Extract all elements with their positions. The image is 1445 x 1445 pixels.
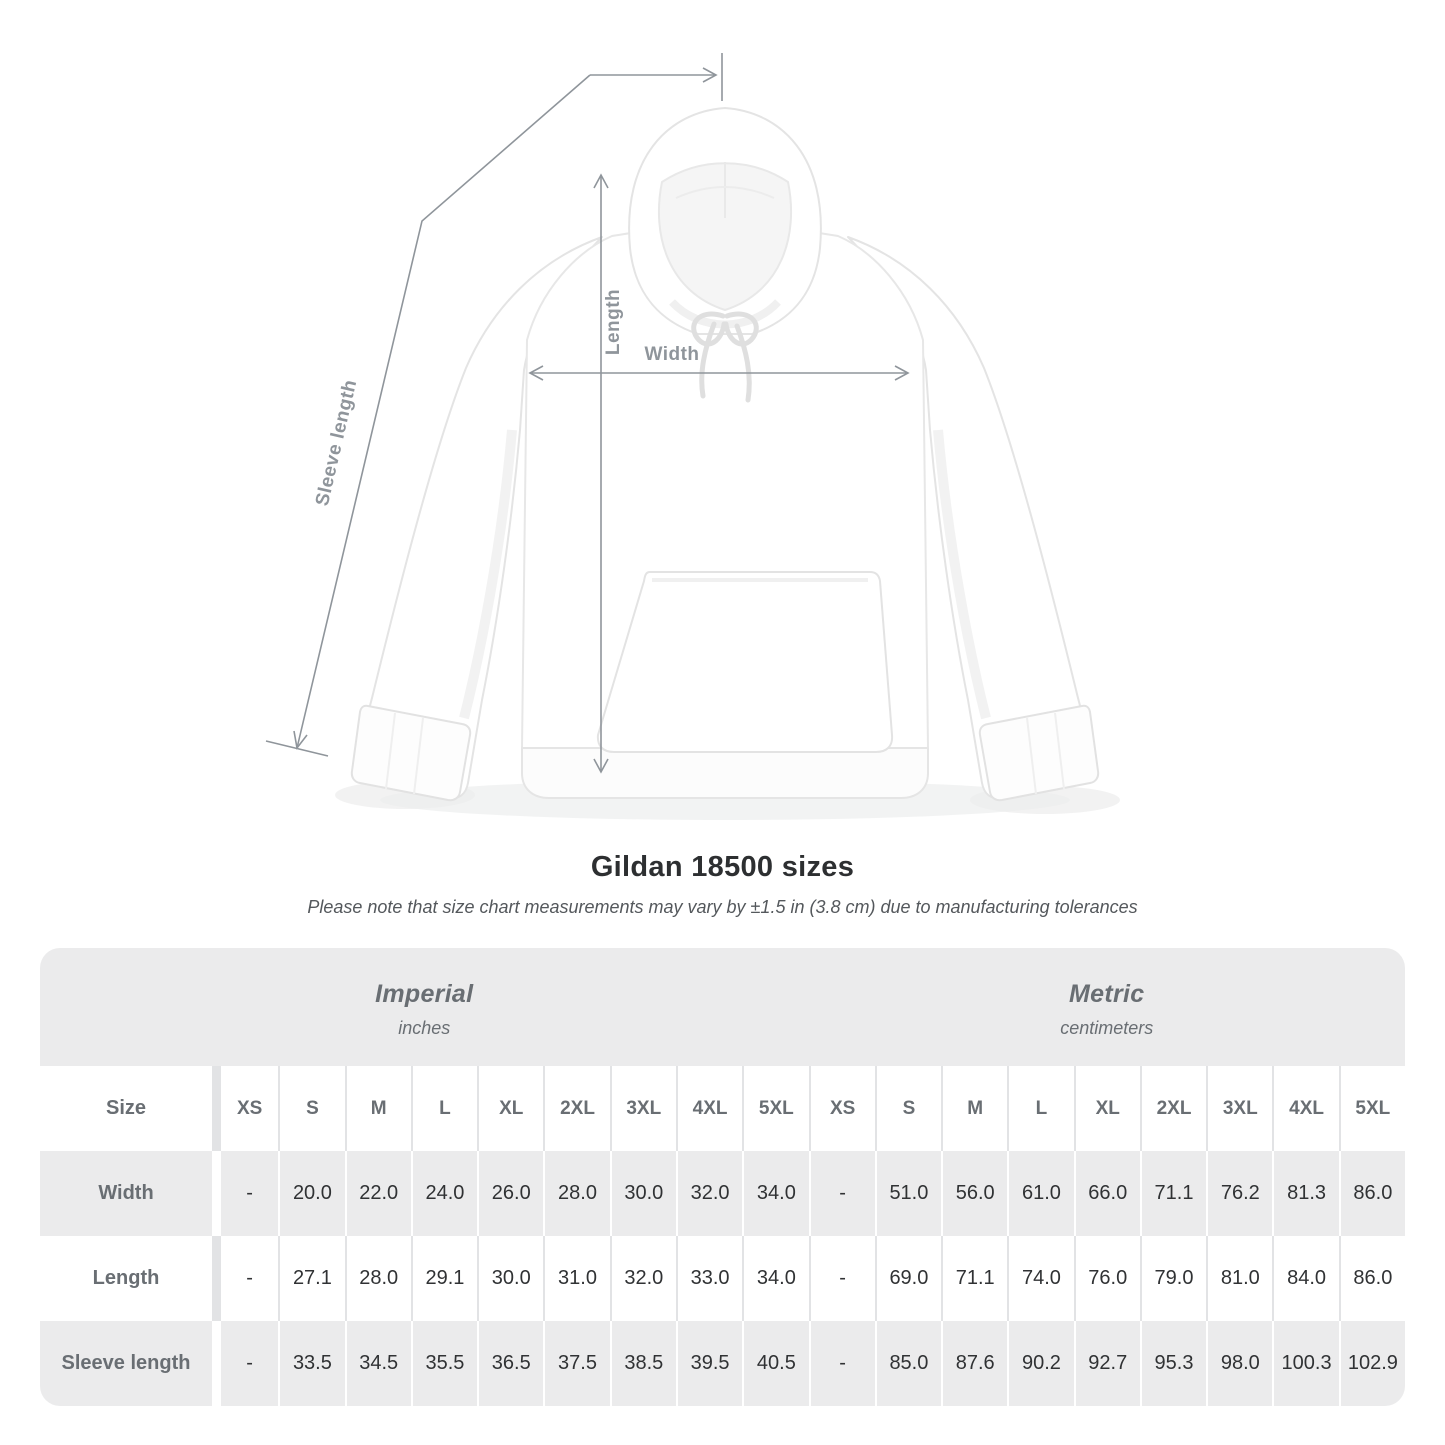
length-label: Length bbox=[603, 288, 624, 356]
size-col: M bbox=[345, 1066, 411, 1151]
value-cell: - bbox=[212, 1321, 278, 1406]
value-cell: 22.0 bbox=[345, 1151, 411, 1236]
value-cell: 84.0 bbox=[1272, 1236, 1338, 1321]
value-cell: 87.6 bbox=[941, 1321, 1007, 1406]
size-col: 5XL bbox=[742, 1066, 808, 1151]
value-cell: 40.5 bbox=[742, 1321, 808, 1406]
row-label: Width bbox=[98, 1182, 154, 1204]
row-label: Length bbox=[92, 1267, 160, 1289]
size-col: 3XL bbox=[610, 1066, 676, 1151]
value-cell: 74.0 bbox=[1007, 1236, 1073, 1321]
value-cell: 26.0 bbox=[477, 1151, 543, 1236]
unit-header-band bbox=[40, 948, 1405, 1066]
value-cell: 34.0 bbox=[742, 1236, 808, 1321]
value-cell: 36.5 bbox=[477, 1321, 543, 1406]
size-col: S bbox=[875, 1066, 941, 1151]
value-cell: 32.0 bbox=[610, 1236, 676, 1321]
value-cell: 30.0 bbox=[477, 1236, 543, 1321]
size-col: M bbox=[941, 1066, 1007, 1151]
value-cell: 81.0 bbox=[1206, 1236, 1272, 1321]
value-cell: 37.5 bbox=[543, 1321, 609, 1406]
value-cell: 38.5 bbox=[610, 1321, 676, 1406]
value-cell: 20.0 bbox=[278, 1151, 344, 1236]
metric-title: Metric bbox=[1069, 979, 1145, 1008]
sleeve-length-label: Sleeve length bbox=[311, 377, 362, 508]
value-cell: 95.3 bbox=[1140, 1321, 1206, 1406]
size-col: 2XL bbox=[543, 1066, 609, 1151]
value-cell: 100.3 bbox=[1272, 1321, 1338, 1406]
value-cell: 39.5 bbox=[676, 1321, 742, 1406]
size-col: XS bbox=[212, 1066, 278, 1151]
value-cell: 32.0 bbox=[676, 1151, 742, 1236]
value-cell: - bbox=[809, 1321, 875, 1406]
size-col: XL bbox=[477, 1066, 543, 1151]
metric-unit: centimeters bbox=[1060, 1017, 1154, 1038]
value-cell: 79.0 bbox=[1140, 1236, 1206, 1321]
value-cell: 71.1 bbox=[1140, 1151, 1206, 1236]
size-col: 3XL bbox=[1206, 1066, 1272, 1151]
width-row bbox=[40, 1151, 1405, 1236]
value-cell: 90.2 bbox=[1007, 1321, 1073, 1406]
size-col: 4XL bbox=[676, 1066, 742, 1151]
value-cell: 34.0 bbox=[742, 1151, 808, 1236]
size-col: 2XL bbox=[1140, 1066, 1206, 1151]
value-cell: 31.0 bbox=[543, 1236, 609, 1321]
value-cell: 71.1 bbox=[941, 1236, 1007, 1321]
value-cell: 24.0 bbox=[411, 1151, 477, 1236]
value-cell: - bbox=[809, 1236, 875, 1321]
size-table bbox=[40, 948, 1405, 1406]
value-cell: 85.0 bbox=[875, 1321, 941, 1406]
value-cell: 28.0 bbox=[543, 1151, 609, 1236]
tolerance-note: Please note that size chart measurements may vary by ±1.5 in (3.8 cm) due to manufacturing tolerances bbox=[307, 897, 1138, 917]
imperial-title: Imperial bbox=[375, 979, 474, 1008]
value-cell: 30.0 bbox=[610, 1151, 676, 1236]
size-col: L bbox=[1007, 1066, 1073, 1151]
sleeve-length-row bbox=[40, 1321, 1405, 1406]
value-cell: 33.5 bbox=[278, 1321, 344, 1406]
length-row bbox=[40, 1236, 1405, 1321]
size-col: XL bbox=[1074, 1066, 1140, 1151]
value-cell: 34.5 bbox=[345, 1321, 411, 1406]
value-cell: 76.0 bbox=[1074, 1236, 1140, 1321]
value-cell: 81.3 bbox=[1272, 1151, 1338, 1236]
page-title: Gildan 18500 sizes bbox=[590, 851, 855, 883]
value-cell: 86.0 bbox=[1339, 1151, 1405, 1236]
value-cell: 102.9 bbox=[1339, 1321, 1405, 1406]
value-cell: 33.0 bbox=[676, 1236, 742, 1321]
value-cell: 66.0 bbox=[1074, 1151, 1140, 1236]
value-cell: 86.0 bbox=[1339, 1236, 1405, 1321]
value-cell: 98.0 bbox=[1206, 1321, 1272, 1406]
value-cell: 56.0 bbox=[941, 1151, 1007, 1236]
value-cell: - bbox=[809, 1151, 875, 1236]
width-label: Width bbox=[644, 344, 700, 365]
value-cell: - bbox=[212, 1151, 278, 1236]
size-header: Size bbox=[105, 1097, 147, 1119]
size-header-row bbox=[40, 1066, 1405, 1151]
row-label: Sleeve length bbox=[61, 1352, 191, 1374]
hoodie-image bbox=[352, 108, 1098, 800]
value-cell: 28.0 bbox=[345, 1236, 411, 1321]
hem-band bbox=[522, 748, 928, 798]
imperial-header bbox=[40, 948, 809, 1066]
metric-header bbox=[809, 948, 1406, 1066]
value-cell: 92.7 bbox=[1074, 1321, 1140, 1406]
value-cell: 29.1 bbox=[411, 1236, 477, 1321]
size-col: S bbox=[278, 1066, 344, 1151]
size-col: L bbox=[411, 1066, 477, 1151]
value-cell: 27.1 bbox=[278, 1236, 344, 1321]
value-cell: 61.0 bbox=[1007, 1151, 1073, 1236]
value-cell: - bbox=[212, 1236, 278, 1321]
value-cell: 35.5 bbox=[411, 1321, 477, 1406]
size-col: 5XL bbox=[1339, 1066, 1405, 1151]
imperial-unit: inches bbox=[398, 1017, 451, 1038]
size-col: 4XL bbox=[1272, 1066, 1338, 1151]
kangaroo-pocket bbox=[598, 572, 892, 752]
value-cell: 51.0 bbox=[875, 1151, 941, 1236]
size-col: XS bbox=[809, 1066, 875, 1151]
value-cell: 76.2 bbox=[1206, 1151, 1272, 1236]
value-cell: 69.0 bbox=[875, 1236, 941, 1321]
